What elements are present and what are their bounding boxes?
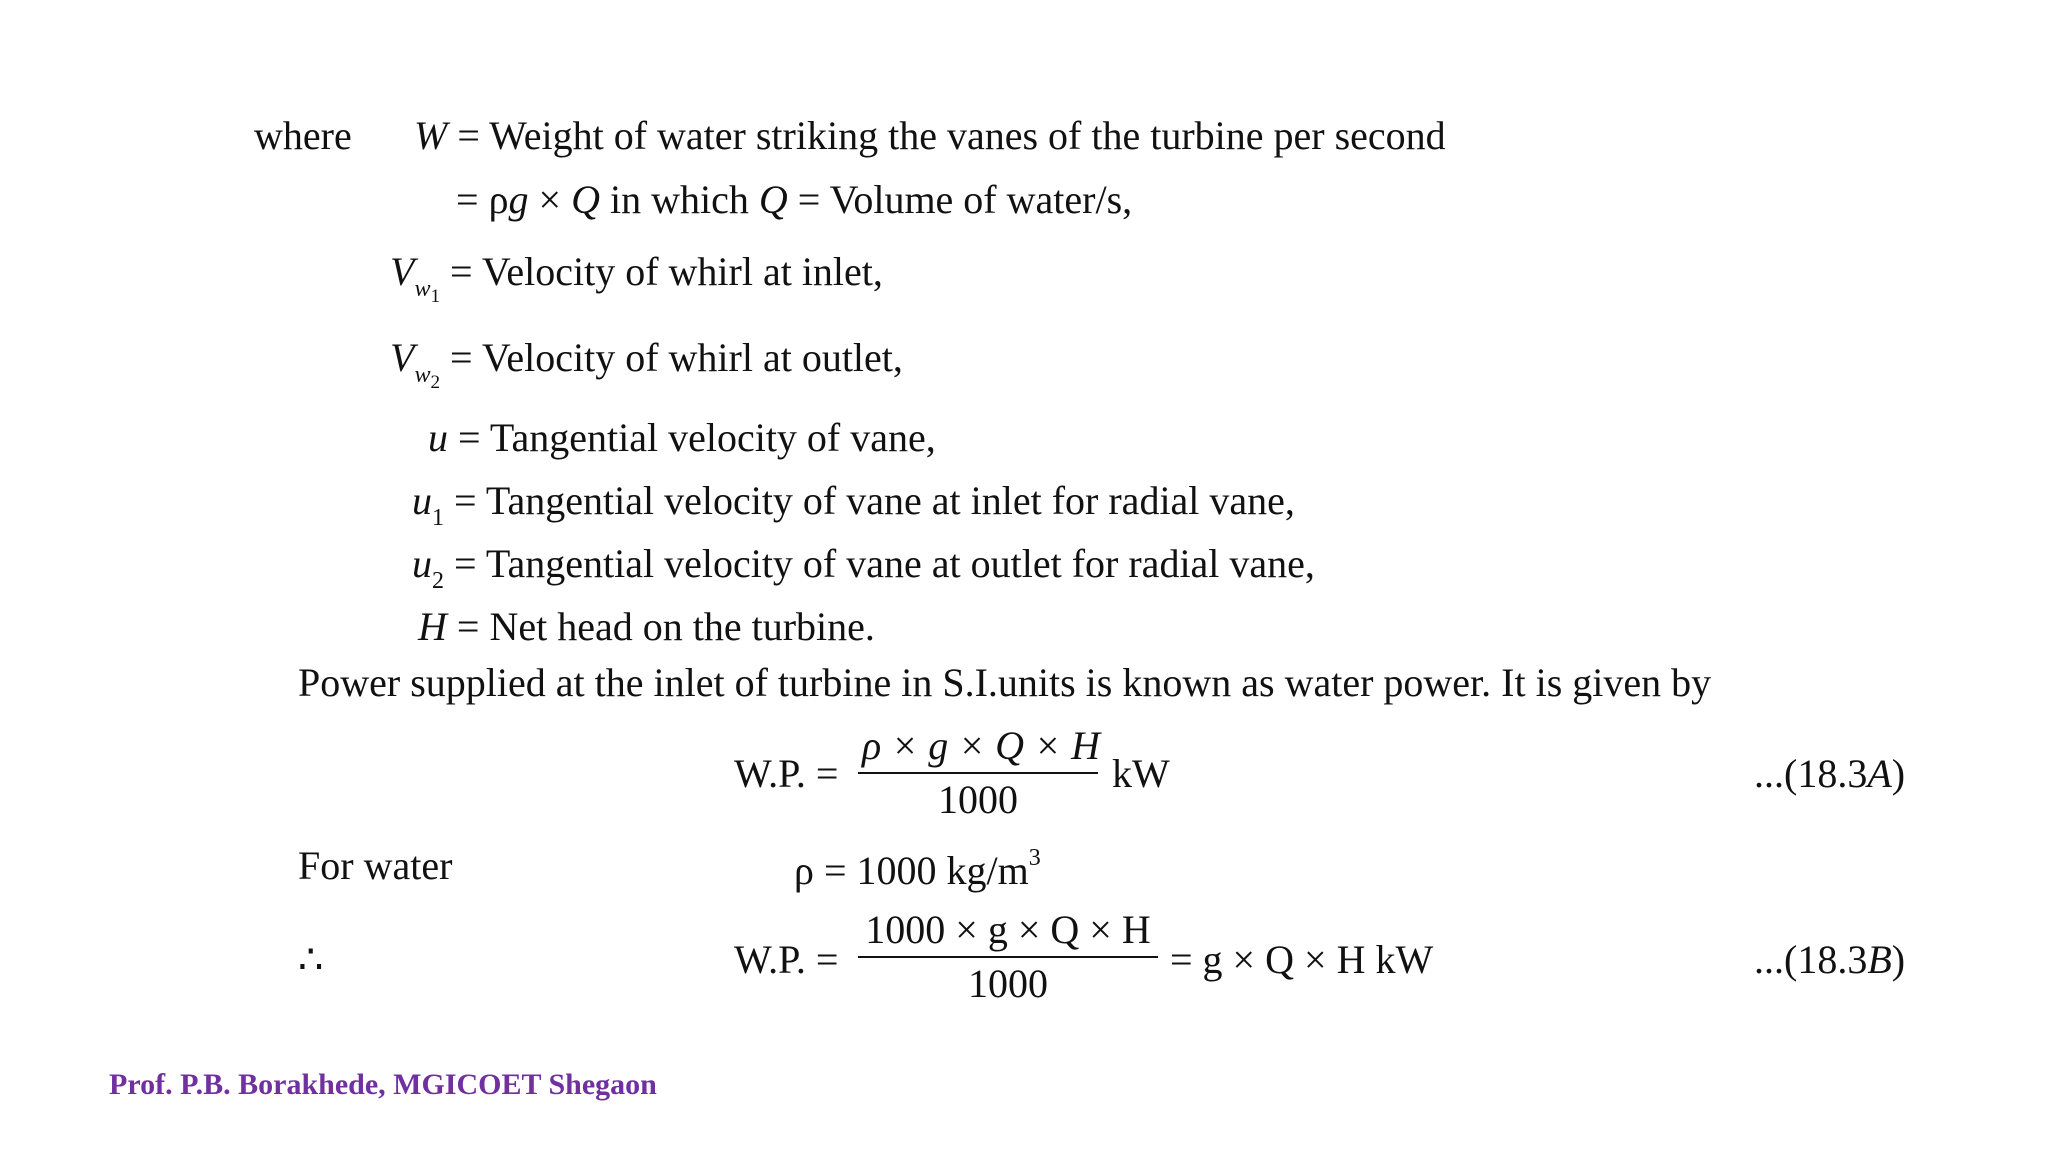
definition-vw2 bbox=[390, 335, 903, 393]
definition-vw2-text: Velocity of whirl at outlet, bbox=[481, 335, 903, 380]
equals-sign: = bbox=[797, 177, 821, 222]
equals-sign: = bbox=[450, 249, 473, 294]
definition-u1 bbox=[412, 478, 1295, 531]
symbol-u: u bbox=[412, 541, 432, 586]
subscript-2: 2 bbox=[432, 567, 444, 594]
definition-h-text: Net head on the turbine. bbox=[489, 604, 875, 649]
where-label: where bbox=[254, 113, 352, 158]
equals-sign: = bbox=[454, 478, 477, 523]
symbol-u: u bbox=[428, 415, 448, 460]
for-water-label: For water bbox=[298, 843, 453, 888]
definition-vw1 bbox=[390, 249, 883, 307]
symbol-h: H bbox=[418, 604, 447, 649]
eq1-unit: kW bbox=[1112, 751, 1170, 796]
eq1-numerator: ρ × g × Q × H bbox=[862, 723, 1100, 768]
times-sign: × bbox=[538, 177, 562, 222]
eq2-lhs: W.P. = bbox=[734, 937, 839, 982]
symbol-v: V bbox=[390, 249, 415, 294]
rho-symbol: ρ bbox=[488, 177, 509, 222]
density-value: = 1000 kg/m bbox=[823, 848, 1029, 894]
equals-sign: = bbox=[450, 335, 473, 380]
definition-u bbox=[428, 415, 936, 460]
density-line bbox=[794, 845, 1041, 894]
equals-sign: = bbox=[456, 604, 480, 649]
eq2-denominator: 1000 bbox=[968, 961, 1048, 1006]
equals-sign: = bbox=[456, 177, 479, 222]
symbol-v: V bbox=[390, 335, 415, 380]
therefore-symbol: ∴ bbox=[298, 937, 324, 982]
definition-u2 bbox=[412, 541, 1315, 594]
eq1-denominator: 1000 bbox=[938, 777, 1018, 822]
definition-w bbox=[414, 113, 1446, 158]
exponent-3: 3 bbox=[1028, 845, 1041, 871]
q-symbol: Q bbox=[758, 177, 788, 222]
definition-vw1-text: Velocity of whirl at inlet, bbox=[481, 249, 883, 294]
eq1-lhs: W.P. = bbox=[734, 751, 839, 796]
water-power-paragraph: Power supplied at the inlet of turbine in S.I.units is known as water power. It is given by bbox=[298, 660, 1712, 705]
subscript-w: w2 bbox=[414, 361, 441, 393]
symbol-w: W bbox=[414, 113, 448, 158]
eq2-fraction bbox=[858, 907, 1158, 1006]
definition-u2-text: Tangential velocity of vane at outlet for radial vane, bbox=[485, 541, 1315, 586]
definition-h bbox=[418, 604, 875, 649]
definition-w-text: Weight of water striking the vanes of the turbine per second bbox=[489, 113, 1446, 158]
q-symbol: Q bbox=[571, 177, 600, 222]
definition-u-text: Tangential velocity of vane, bbox=[489, 415, 936, 460]
equals-sign: = bbox=[457, 113, 480, 158]
subscript-1: 1 bbox=[432, 504, 444, 531]
eq1-tag: ...(18.3A) bbox=[1754, 751, 1906, 796]
in-which-text: in which bbox=[609, 177, 749, 222]
subscript-w: w1 bbox=[414, 275, 441, 307]
eq1-fraction bbox=[858, 723, 1100, 822]
symbol-u: u bbox=[412, 478, 432, 523]
definition-w-continued bbox=[456, 177, 1133, 222]
rho-symbol: ρ bbox=[794, 848, 814, 894]
equals-sign: = bbox=[458, 415, 481, 460]
eq2-result: = g × Q × H kW bbox=[1170, 937, 1434, 982]
g-symbol: g bbox=[508, 177, 529, 222]
equals-sign: = bbox=[454, 541, 477, 586]
volume-text: Volume of water/s, bbox=[829, 177, 1133, 222]
definition-u1-text: Tangential velocity of vane at inlet for radial vane, bbox=[485, 478, 1295, 523]
eq2-tag: ...(18.3B) bbox=[1754, 937, 1906, 982]
eq2-numerator: 1000 × g × Q × H bbox=[865, 907, 1151, 952]
author-footer: Prof. P.B. Borakhede, MGICOET Shegaon bbox=[109, 1068, 657, 1101]
